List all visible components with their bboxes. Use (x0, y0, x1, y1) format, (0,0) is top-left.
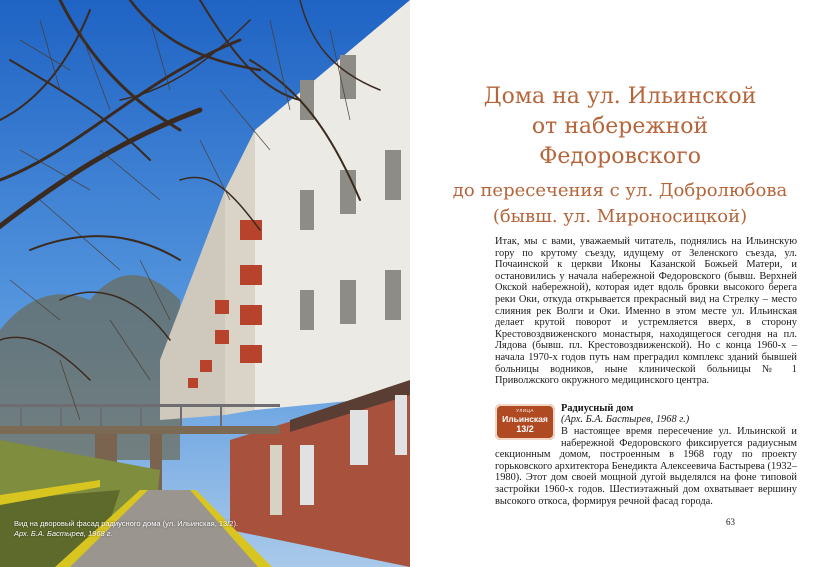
section-heading: Радиусный дом (561, 403, 634, 414)
building-photo (0, 0, 410, 567)
page-number: 63 (726, 517, 735, 527)
chapter-title-line2: от набережной Федоровского (531, 114, 709, 169)
chapter-title-line4: (бывш. ул. Мироносицкой) (492, 206, 748, 227)
chapter-title-line1: Дома на ул. Ильинской (483, 84, 757, 109)
section-paragraph-text: В настоящее время пересечение ул. Ильинской и набережной Федоровского фиксируется радиусным секционным домом, построенным в 1968 году по проекту горьковского архитектора Бенедикта Алексеевича Бастырева (1932–1980). Этот дом своей мощной дугой выделялся на фоне типовой застройки 1960-х годов. Шестиэтажный дом охватывает вершину высокого откоса, формируя речной фасад города. (495, 426, 797, 507)
section-paragraph (495, 426, 797, 507)
photo-caption-author: Арх. Б.А. Бастырев, 1968 г. (14, 529, 113, 538)
photo-caption (14, 519, 304, 539)
intro-paragraph: Итак, мы с вами, уважаемый читатель, поднялись на Ильинскую гору по крутому съезду, идущему от Зеленского съезда, ул. Почаинской к церкви Иконы Казанской Божьей Матери, и остановились у начала набережной Федоровского (бывш. Верхней Окской набережной), которая идет вдоль бровки высокого берега реки Оки, откуда открывается прекрасный вид на Стрелку – место слияния рек Волги и Оки. Именно в этом месте ул. Ильинская делает крутой поворот и устремляется вверх, в сторону Крестовоздвиженского монастыря, находящегося сегодня на пл. Лядова (бывш. пл. Крестовоздвиженской). Но с конца 1960-х – начала 1970-х годов путь нам преградил комплекс зданий бывшей больницы водников, ныне клинической больницы № 1 Приволжского окружного медицинского центра. (495, 236, 797, 387)
text-page (420, 0, 822, 567)
street-sign-top: УЛИЦА (516, 408, 534, 413)
photo-caption-text: Вид на дворовый фасад радиусного дома (ул. Ильинская, 13/2). (14, 519, 239, 528)
chapter-title-line3: до пересечения с ул. Добролюбова (452, 180, 788, 201)
chapter-title (450, 82, 790, 230)
section-author: (Арх. Б.А. Бастырев, 1968 г.) (561, 414, 690, 425)
street-sign-name: Ильинская (502, 414, 548, 424)
street-sign-number: 13/2 (516, 424, 534, 434)
